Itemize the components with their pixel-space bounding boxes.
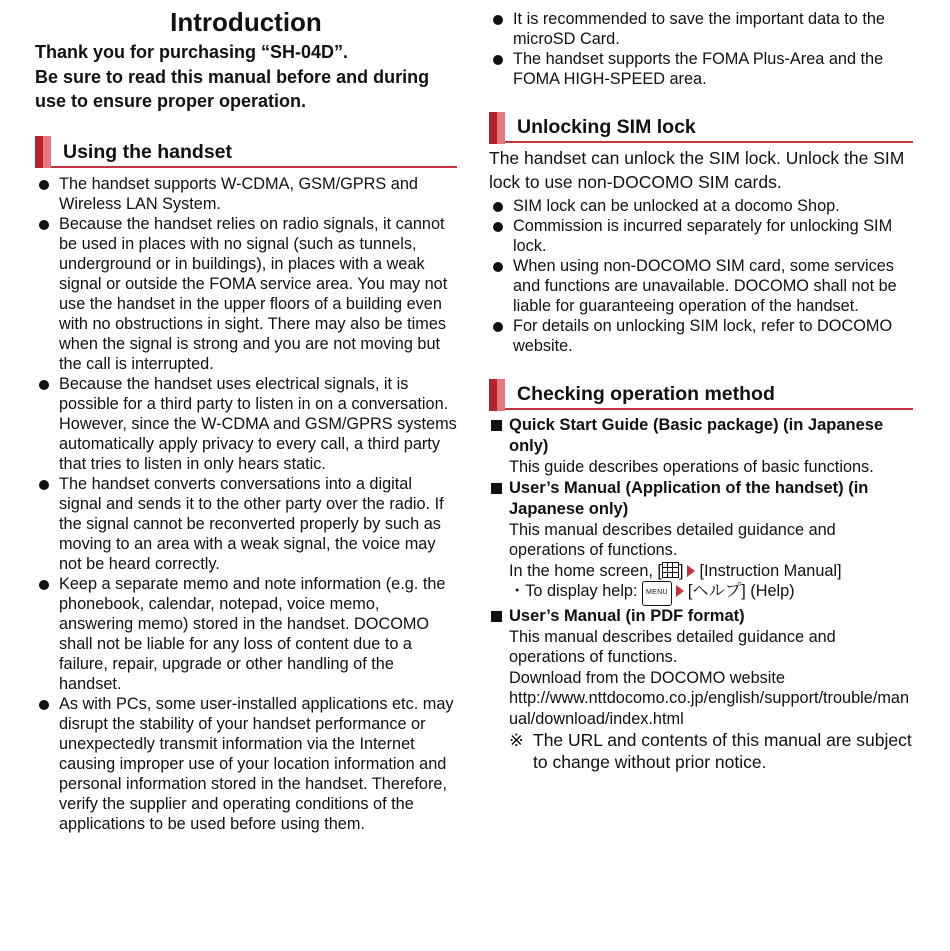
- help-path: ・To display help: MENU [ヘルプ] (Help): [509, 581, 913, 606]
- intro-thanks: Thank you for purchasing “SH-04D”.: [35, 42, 349, 62]
- section-heading-using-handset: [35, 134, 457, 168]
- list-item: The handset supports W-CDMA, GSM/GPRS and Wireless LAN System.: [35, 174, 457, 214]
- arrow-right-icon: [676, 585, 684, 597]
- section-title: Using the handset: [63, 140, 233, 163]
- intro-text: [35, 40, 457, 114]
- sim-bullet-list: [489, 196, 913, 356]
- section-marker: [35, 136, 51, 168]
- list-item: As with PCs, some user-installed applications etc. may disrupt the stability of your handset performance or unexpectedly transmit information via the Internet causing improper use of your location information and personal information stored in the handset. Therefore, verify the supplier and operating conditions of the applications to be used before using them.: [35, 694, 457, 834]
- left-column: [35, 0, 457, 834]
- section-marker: [489, 379, 505, 411]
- manual-item-description: This manual describes detailed guidance and operations of functions.: [509, 520, 836, 559]
- list-item: It is recommended to save the important data to the microSD Card.: [489, 9, 913, 49]
- list-item: For details on unlocking SIM lock, refer to DOCOMO website.: [489, 316, 913, 356]
- manual-item-title: Quick Start Guide (Basic package) (in Japanese only): [509, 416, 884, 455]
- list-item: When using non-DOCOMO SIM card, some services and functions are unavailable. DOCOMO shall not be liable for guaranteeing operation of the handset.: [489, 256, 913, 316]
- intro-read-manual: Be sure to read this manual before and during use to ensure proper operation.: [35, 66, 430, 111]
- section-marker: [489, 112, 505, 144]
- using-bullet-list: [35, 174, 457, 834]
- list-item: Because the handset uses electrical signals, it is possible for a third party to listen in on a conversation. However, since the W-CDMA and GSM/GPRS systems automatically apply privacy to every call, a third party that tries to listen in only hears static.: [35, 374, 457, 474]
- list-item: The handset converts conversations into a digital signal and sends it to the other party over the radio. If the signal cannot be reconverted properly by such as moving to an area with a weak signal, the voice may not be heard correctly.: [35, 474, 457, 574]
- section-title: Checking operation method: [517, 383, 775, 405]
- right-column: [489, 0, 913, 773]
- download-text: Download from the DOCOMO website: [509, 668, 785, 687]
- sim-lead-text: The handset can unlock the SIM lock. Unlock the SIM lock to use non-DOCOMO SIM cards.: [489, 148, 905, 192]
- reference-mark: ※: [509, 730, 524, 750]
- section-heading-checking-method: [489, 376, 913, 410]
- manual-item-app-manual: [489, 478, 913, 606]
- arrow-right-icon: [687, 565, 695, 577]
- square-bullet-icon: [491, 420, 502, 431]
- manual-item-title: User’s Manual (in PDF format): [509, 606, 745, 625]
- list-item: SIM lock can be unlocked at a docomo Shop.: [489, 196, 913, 216]
- manual-item-description: This manual describes detailed guidance and operations of functions.: [509, 627, 836, 666]
- section-heading-sim-lock: [489, 109, 913, 143]
- section-title: Unlocking SIM lock: [517, 116, 696, 138]
- instruction-path: In the home screen, [ ] [Instruction Manual]: [509, 561, 842, 580]
- menu-key-icon: MENU: [642, 581, 672, 606]
- page-title: Introduction: [170, 7, 322, 37]
- list-item: Because the handset relies on radio signals, it cannot be used in places with no signal (such as tunnels, underground or in buildings), in places with a weak signal or outside the FOMA service area. You may not use the handset in the upper floors of a building even with no obstructions in sight. There may also be times when the signal is strong and you are not moving but the call is interrupted.: [35, 214, 457, 374]
- notice-text: The URL and contents of this manual are subject to change without prior notice.: [533, 730, 912, 772]
- manual-item-pdf: [489, 606, 913, 730]
- manual-item-description: This guide describes operations of basic functions.: [509, 458, 874, 476]
- square-bullet-icon: [491, 483, 502, 494]
- square-bullet-icon: [491, 611, 502, 622]
- change-notice: [489, 729, 913, 773]
- top-bullet-list: [489, 9, 913, 89]
- list-item: The handset supports the FOMA Plus-Area and the FOMA HIGH-SPEED area.: [489, 49, 913, 89]
- list-item: Commission is incurred separately for unlocking SIM lock.: [489, 216, 913, 256]
- app-grid-key-icon: [662, 562, 679, 578]
- manual-url: http://www.nttdocomo.co.jp/english/support/trouble/manual/download/index.html: [509, 689, 910, 728]
- manual-item-quick-start: [489, 415, 913, 478]
- list-item: Keep a separate memo and note information (e.g. the phonebook, calendar, notepad, voice memo, answering memo) stored in the handset. DOCOMO shall not be liable for any loss of content due to a failure, repair, upgrade or other handling of the handset.: [35, 574, 457, 694]
- manual-item-title: User’s Manual (Application of the handset) (in Japanese only): [509, 478, 869, 518]
